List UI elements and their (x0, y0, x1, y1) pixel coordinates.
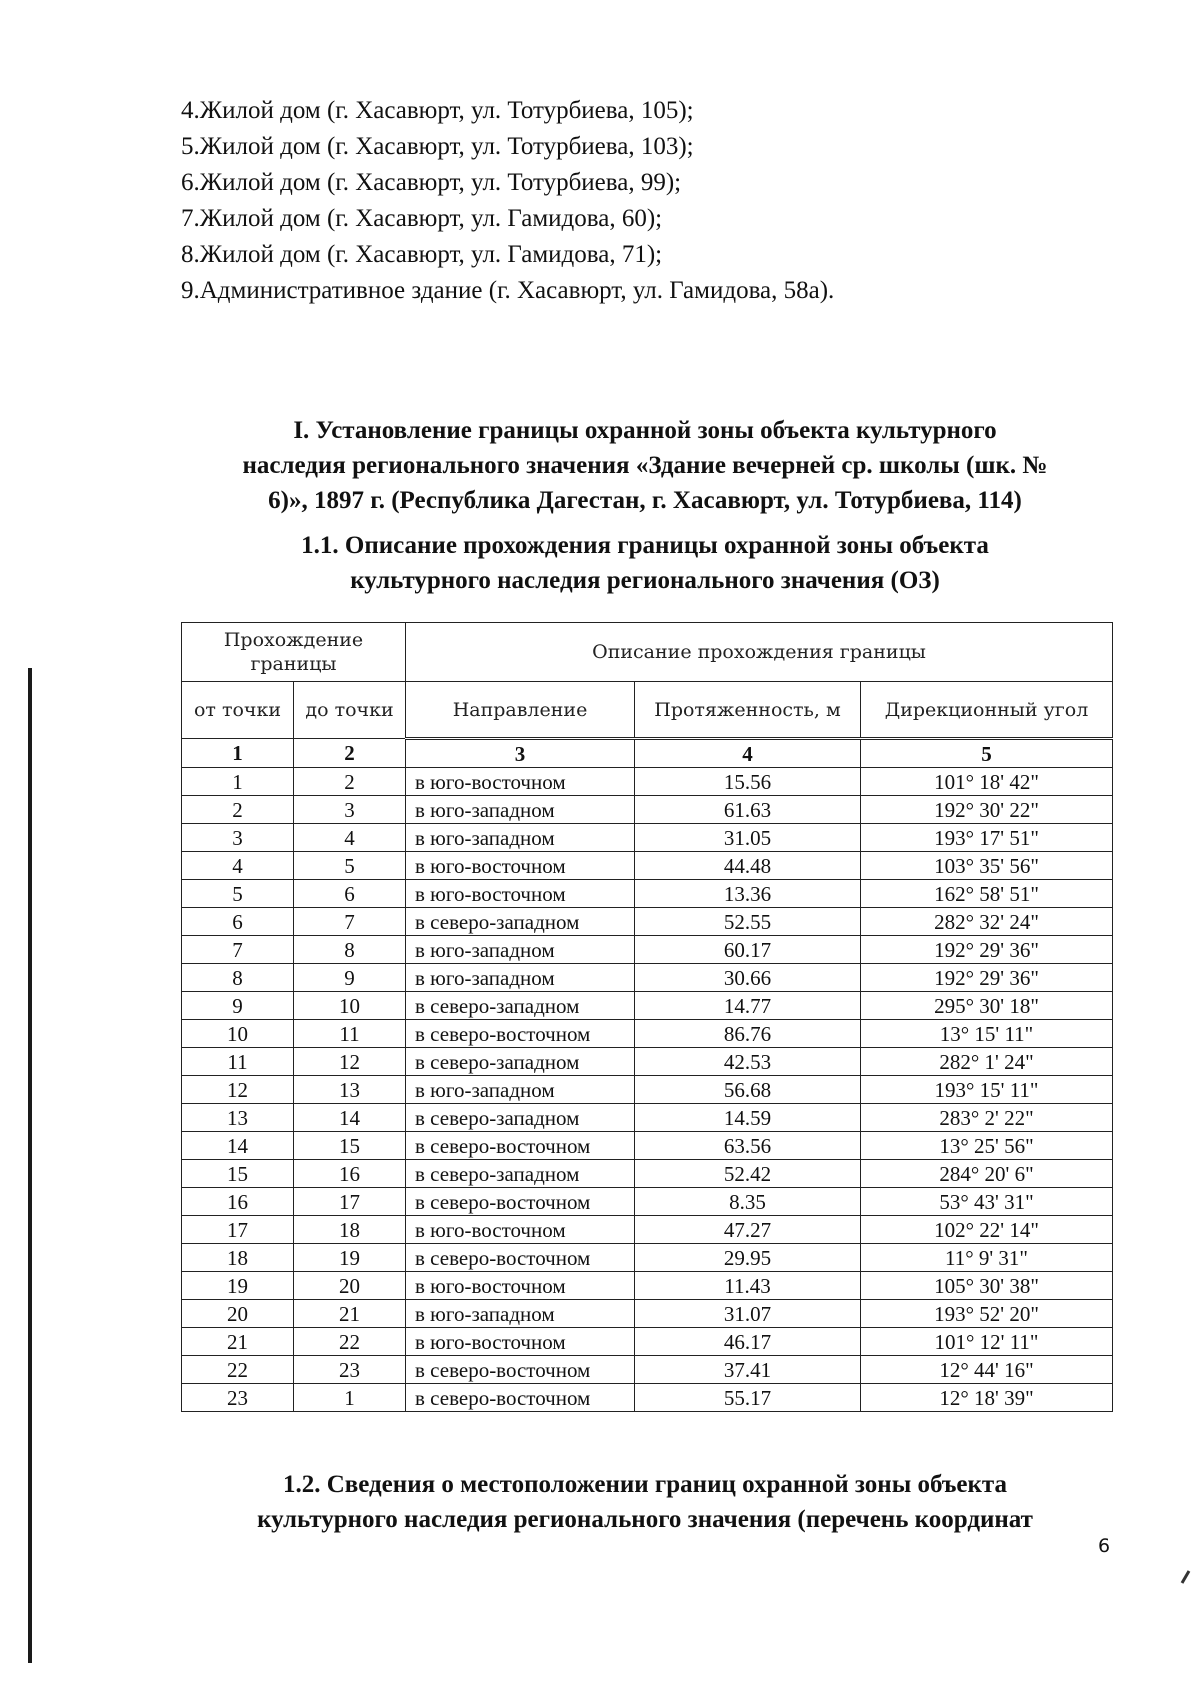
list-item: 6.Жилой дом (г. Хасавюрт, ул. Тотурбиева, 99); (181, 169, 682, 196)
cell-direction: в северо-восточном (406, 1384, 635, 1412)
cell-direction: в северо-восточном (406, 1188, 635, 1216)
table-row (182, 1188, 1113, 1216)
heading-line: культурного наследия регионального значения (перечень координат (257, 1506, 1033, 1533)
cell-length: 42.53 (635, 1048, 861, 1076)
header-angle: Дирекционный угол (861, 682, 1113, 739)
cell-length: 52.42 (635, 1160, 861, 1188)
cell-from: 23 (182, 1384, 294, 1412)
cell-length: 63.56 (635, 1132, 861, 1160)
cell-from: 18 (182, 1244, 294, 1272)
column-number-row (182, 739, 1113, 768)
table-row (182, 1160, 1113, 1188)
table-row (182, 880, 1113, 908)
cell-direction: в юго-западном (406, 964, 635, 992)
boundary-table (181, 622, 1113, 1412)
heading-line: наследия регионального значения «Здание вечерней ср. школы (шк. № (242, 452, 1048, 479)
header-length: Протяженность, м (635, 682, 861, 739)
cell-direction: в северо-западном (406, 908, 635, 936)
heading-line: I. Установление границы охранной зоны объекта культурного (293, 417, 997, 444)
cell-to: 14 (294, 1104, 406, 1132)
cell-from: 9 (182, 992, 294, 1020)
cell-to: 13 (294, 1076, 406, 1104)
table-row (182, 936, 1113, 964)
heading-line: 1.1. Описание прохождения границы охранной зоны объекта (301, 532, 989, 559)
cell-to: 20 (294, 1272, 406, 1300)
cell-to: 7 (294, 908, 406, 936)
cell-from: 1 (182, 768, 294, 796)
cell-angle: 162° 58' 51" (861, 880, 1113, 908)
cell-length: 60.17 (635, 936, 861, 964)
cell-to: 18 (294, 1216, 406, 1244)
table-row (182, 1384, 1113, 1412)
cell-to: 11 (294, 1020, 406, 1048)
table-row (182, 964, 1113, 992)
cell-direction: в юго-восточном (406, 1216, 635, 1244)
cell-from: 17 (182, 1216, 294, 1244)
cell-angle: 12° 18' 39" (861, 1384, 1113, 1412)
list-item: 8.Жилой дом (г. Хасавюрт, ул. Гамидова, 71); (181, 241, 663, 268)
table-row (182, 1048, 1113, 1076)
cell-angle: 13° 25' 56" (861, 1132, 1113, 1160)
cell-angle: 12° 44' 16" (861, 1356, 1113, 1384)
cell-from: 22 (182, 1356, 294, 1384)
table-row (182, 1076, 1113, 1104)
cell-length: 8.35 (635, 1188, 861, 1216)
cell-length: 31.05 (635, 824, 861, 852)
cell-direction: в юго-восточном (406, 880, 635, 908)
cell-to: 17 (294, 1188, 406, 1216)
cell-length: 11.43 (635, 1272, 861, 1300)
list-item: 4.Жилой дом (г. Хасавюрт, ул. Тотурбиева, 105); (181, 97, 694, 124)
cell-to: 22 (294, 1328, 406, 1356)
header-direction: Направление (406, 682, 635, 739)
cell-angle: 53° 43' 31" (861, 1188, 1113, 1216)
cell-angle: 193° 52' 20" (861, 1300, 1113, 1328)
table-row (182, 1244, 1113, 1272)
table-row (182, 908, 1113, 936)
cell-length: 61.63 (635, 796, 861, 824)
scan-tick-mark (1181, 1570, 1191, 1584)
cell-length: 44.48 (635, 852, 861, 880)
cell-direction: в северо-восточном (406, 1244, 635, 1272)
table-row (182, 824, 1113, 852)
cell-direction: в северо-восточном (406, 1020, 635, 1048)
header-from-point: от точки (182, 682, 294, 739)
cell-to: 19 (294, 1244, 406, 1272)
cell-from: 14 (182, 1132, 294, 1160)
cell-from: 7 (182, 936, 294, 964)
table-row (182, 1272, 1113, 1300)
list-item: 5.Жилой дом (г. Хасавюрт, ул. Тотурбиева, 103); (181, 133, 694, 160)
cell-to: 2 (294, 768, 406, 796)
column-number: 2 (294, 739, 406, 768)
cell-to: 23 (294, 1356, 406, 1384)
object-list (181, 93, 834, 309)
subheading-description (180, 528, 1110, 598)
cell-from: 16 (182, 1188, 294, 1216)
cell-angle: 193° 15' 11" (861, 1076, 1113, 1104)
cell-from: 10 (182, 1020, 294, 1048)
cell-direction: в северо-западном (406, 992, 635, 1020)
cell-angle: 295° 30' 18" (861, 992, 1113, 1020)
table-row (182, 1104, 1113, 1132)
cell-length: 86.76 (635, 1020, 861, 1048)
cell-angle: 193° 17' 51" (861, 824, 1113, 852)
heading-line: культурного наследия регионального значения (ОЗ) (350, 567, 940, 594)
cell-from: 13 (182, 1104, 294, 1132)
cell-angle: 102° 22' 14" (861, 1216, 1113, 1244)
cell-direction: в северо-восточном (406, 1132, 635, 1160)
cell-from: 12 (182, 1076, 294, 1104)
cell-to: 16 (294, 1160, 406, 1188)
list-item: 9.Административное здание (г. Хасавюрт, ул. Гамидова, 58а). (181, 277, 835, 304)
cell-from: 11 (182, 1048, 294, 1076)
cell-length: 14.59 (635, 1104, 861, 1132)
table-row (182, 1216, 1113, 1244)
table-row (182, 1132, 1113, 1160)
cell-angle: 192° 30' 22" (861, 796, 1113, 824)
cell-direction: в северо-западном (406, 1104, 635, 1132)
column-number: 1 (182, 739, 294, 768)
cell-to: 4 (294, 824, 406, 852)
cell-direction: в северо-западном (406, 1160, 635, 1188)
cell-length: 29.95 (635, 1244, 861, 1272)
cell-to: 5 (294, 852, 406, 880)
table-row (182, 1020, 1113, 1048)
cell-direction: в северо-восточном (406, 1356, 635, 1384)
cell-length: 47.27 (635, 1216, 861, 1244)
cell-to: 10 (294, 992, 406, 1020)
header-boundary-passage: Прохождение границы (182, 623, 406, 682)
table-row (182, 852, 1113, 880)
cell-length: 14.77 (635, 992, 861, 1020)
cell-direction: в юго-западном (406, 796, 635, 824)
cell-to: 3 (294, 796, 406, 824)
cell-direction: в юго-западном (406, 824, 635, 852)
table-row (182, 1356, 1113, 1384)
cell-from: 6 (182, 908, 294, 936)
cell-from: 2 (182, 796, 294, 824)
cell-from: 5 (182, 880, 294, 908)
cell-length: 37.41 (635, 1356, 861, 1384)
table-row (182, 796, 1113, 824)
section-heading (180, 413, 1110, 518)
page-number: 6 (1098, 1535, 1111, 1557)
table-row (182, 1300, 1113, 1328)
cell-direction: в юго-восточном (406, 1328, 635, 1356)
cell-to: 9 (294, 964, 406, 992)
cell-direction: в юго-восточном (406, 1272, 635, 1300)
heading-line: 1.2. Сведения о местоположении границ охранной зоны объекта (282, 1471, 1008, 1498)
cell-angle: 282° 1' 24" (861, 1048, 1113, 1076)
cell-angle: 101° 12' 11" (861, 1328, 1113, 1356)
cell-angle: 101° 18' 42" (861, 768, 1113, 796)
subheading-coordinates (180, 1467, 1110, 1537)
cell-angle: 283° 2' 22" (861, 1104, 1113, 1132)
cell-direction: в юго-западном (406, 936, 635, 964)
cell-from: 3 (182, 824, 294, 852)
cell-direction: в юго-восточном (406, 852, 635, 880)
cell-angle: 11° 9' 31" (861, 1244, 1113, 1272)
table-row (182, 992, 1113, 1020)
cell-from: 19 (182, 1272, 294, 1300)
cell-length: 55.17 (635, 1384, 861, 1412)
cell-length: 30.66 (635, 964, 861, 992)
cell-to: 21 (294, 1300, 406, 1328)
cell-direction: в юго-западном (406, 1076, 635, 1104)
cell-from: 8 (182, 964, 294, 992)
cell-angle: 284° 20' 6" (861, 1160, 1113, 1188)
cell-from: 21 (182, 1328, 294, 1356)
cell-to: 15 (294, 1132, 406, 1160)
cell-from: 4 (182, 852, 294, 880)
cell-length: 46.17 (635, 1328, 861, 1356)
cell-angle: 192° 29' 36" (861, 964, 1113, 992)
cell-to: 1 (294, 1384, 406, 1412)
cell-length: 15.56 (635, 768, 861, 796)
cell-angle: 13° 15' 11" (861, 1020, 1113, 1048)
cell-to: 8 (294, 936, 406, 964)
cell-length: 31.07 (635, 1300, 861, 1328)
cell-to: 6 (294, 880, 406, 908)
table-row (182, 768, 1113, 796)
column-number: 4 (635, 739, 861, 768)
column-number: 5 (861, 739, 1113, 768)
table-row (182, 1328, 1113, 1356)
cell-angle: 105° 30' 38" (861, 1272, 1113, 1300)
cell-length: 13.36 (635, 880, 861, 908)
cell-angle: 282° 32' 24" (861, 908, 1113, 936)
header-to-point: до точки (294, 682, 406, 739)
cell-from: 15 (182, 1160, 294, 1188)
scan-edge-mark (28, 668, 32, 1663)
heading-line: 6)», 1897 г. (Республика Дагестан, г. Хасавюрт, ул. Тотурбиева, 114) (268, 487, 1022, 514)
cell-direction: в юго-восточном (406, 768, 635, 796)
cell-angle: 103° 35' 56" (861, 852, 1113, 880)
cell-angle: 192° 29' 36" (861, 936, 1113, 964)
cell-length: 52.55 (635, 908, 861, 936)
cell-to: 12 (294, 1048, 406, 1076)
header-boundary-description: Описание прохождения границы (406, 623, 1113, 682)
cell-direction: в северо-западном (406, 1048, 635, 1076)
cell-from: 20 (182, 1300, 294, 1328)
list-item: 7.Жилой дом (г. Хасавюрт, ул. Гамидова, 60); (181, 205, 663, 232)
column-number: 3 (406, 739, 635, 768)
cell-direction: в юго-западном (406, 1300, 635, 1328)
cell-length: 56.68 (635, 1076, 861, 1104)
